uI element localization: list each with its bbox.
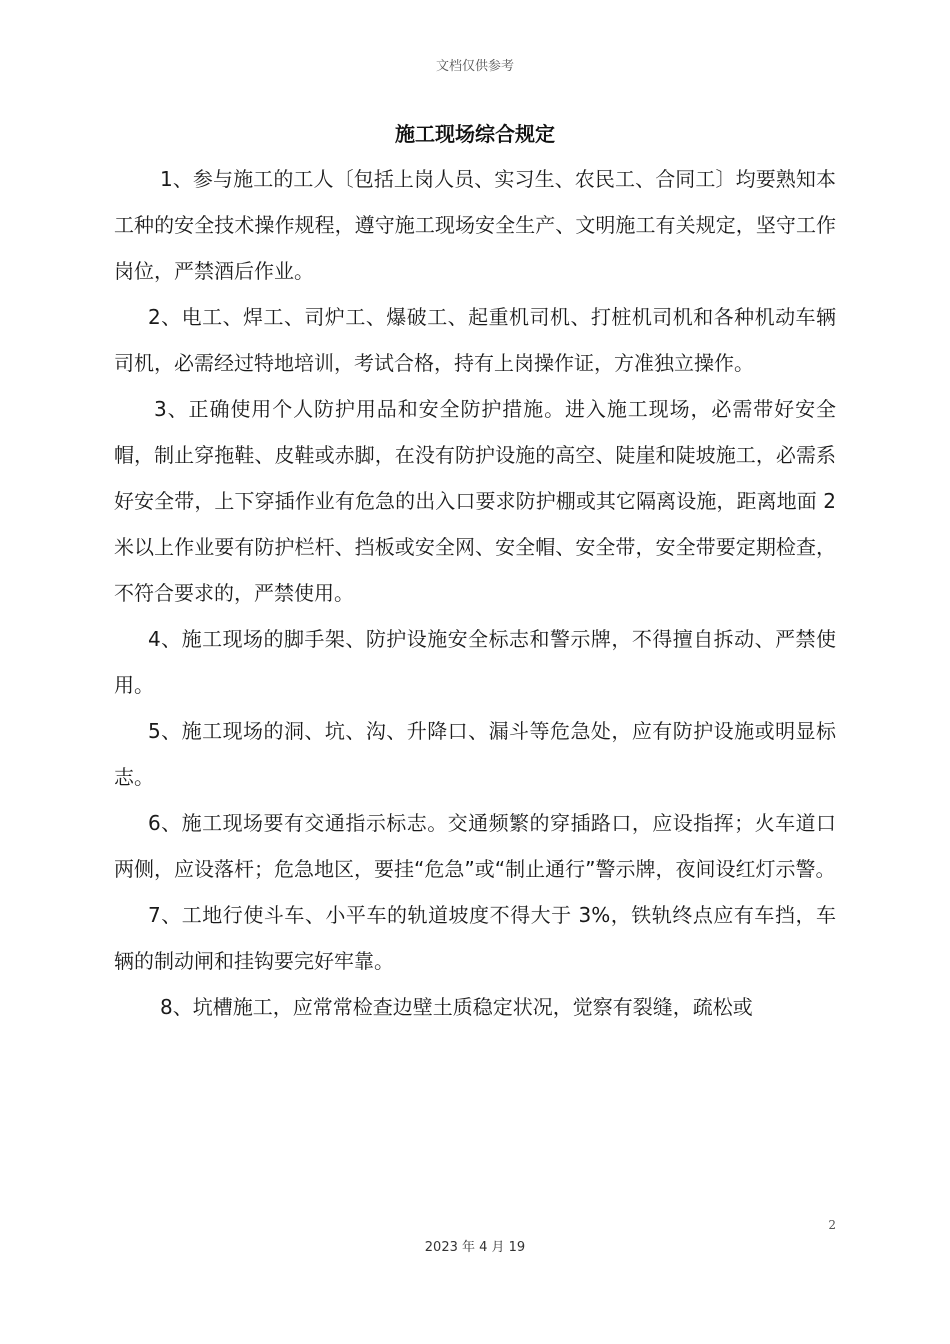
page-number: 2 bbox=[828, 1218, 836, 1232]
footer-date: 2023 年 4 月 19 bbox=[424, 1240, 526, 1255]
document-title: 施工现场综合规定 bbox=[395, 122, 555, 146]
paragraph-rule-4: 4、施工现场的脚手架、防护设施安全标志和警示牌，不得擅自拆动、严禁使用。 bbox=[114, 627, 836, 697]
paragraph-rule-6: 6、施工现场要有交通指示标志。交通频繁的穿插路口，应设指挥；火车道口两侧，应设落杆；危急地区，要挂“危急”或“制止通行”警示牌，夜间设红灯示警。 bbox=[114, 811, 836, 881]
paragraph-rule-3: 3、正确使用个人防护用品和安全防护措施。进入施工现场，必需带好安全帽，制止穿拖鞋、皮鞋或赤脚，在没有防护设施的高空、陡崖和陡坡施工，必需系好安全带，上下穿插作业有危急的出入口要求防护棚或其它隔离设施，距离地面 2 米以上作业要有防护栏杆、挡板或安全网、安全帽、安全带，安全带要定期检查，不符合要求的，严禁使用。 bbox=[114, 397, 836, 605]
paragraph-rule-2: 2、电工、焊工、司炉工、爆破工、起重机司机、打桩机司机和各种机动车辆司机，必需经过特地培训，考试合格，持有上岗操作证，方准独立操作。 bbox=[114, 305, 836, 375]
document-body bbox=[114, 156, 836, 1030]
paragraph-rule-5: 5、施工现场的洞、坑、沟、升降口、漏斗等危急处，应有防护设施或明显标志。 bbox=[114, 719, 836, 789]
header-note: 文档仅供参考 bbox=[435, 59, 514, 74]
paragraph-rule-7: 7、工地行使斗车、小平车的轨道坡度不得大于 3%，铁轨终点应有车挡，车辆的制动闸和挂钩要完好牢靠。 bbox=[114, 903, 836, 973]
paragraph-rule-8: 8、坑槽施工，应常常检查边壁土质稳定状况，觉察有裂缝，疏松或 bbox=[160, 995, 753, 1019]
paragraph-rule-1: 1、参与施工的工人〔包括上岗人员、实习生、农民工、合同工〕均要熟知本工种的安全技术操作规程，遵守施工现场安全生产、文明施工有关规定，坚守工作岗位，严禁酒后作业。 bbox=[114, 167, 836, 283]
